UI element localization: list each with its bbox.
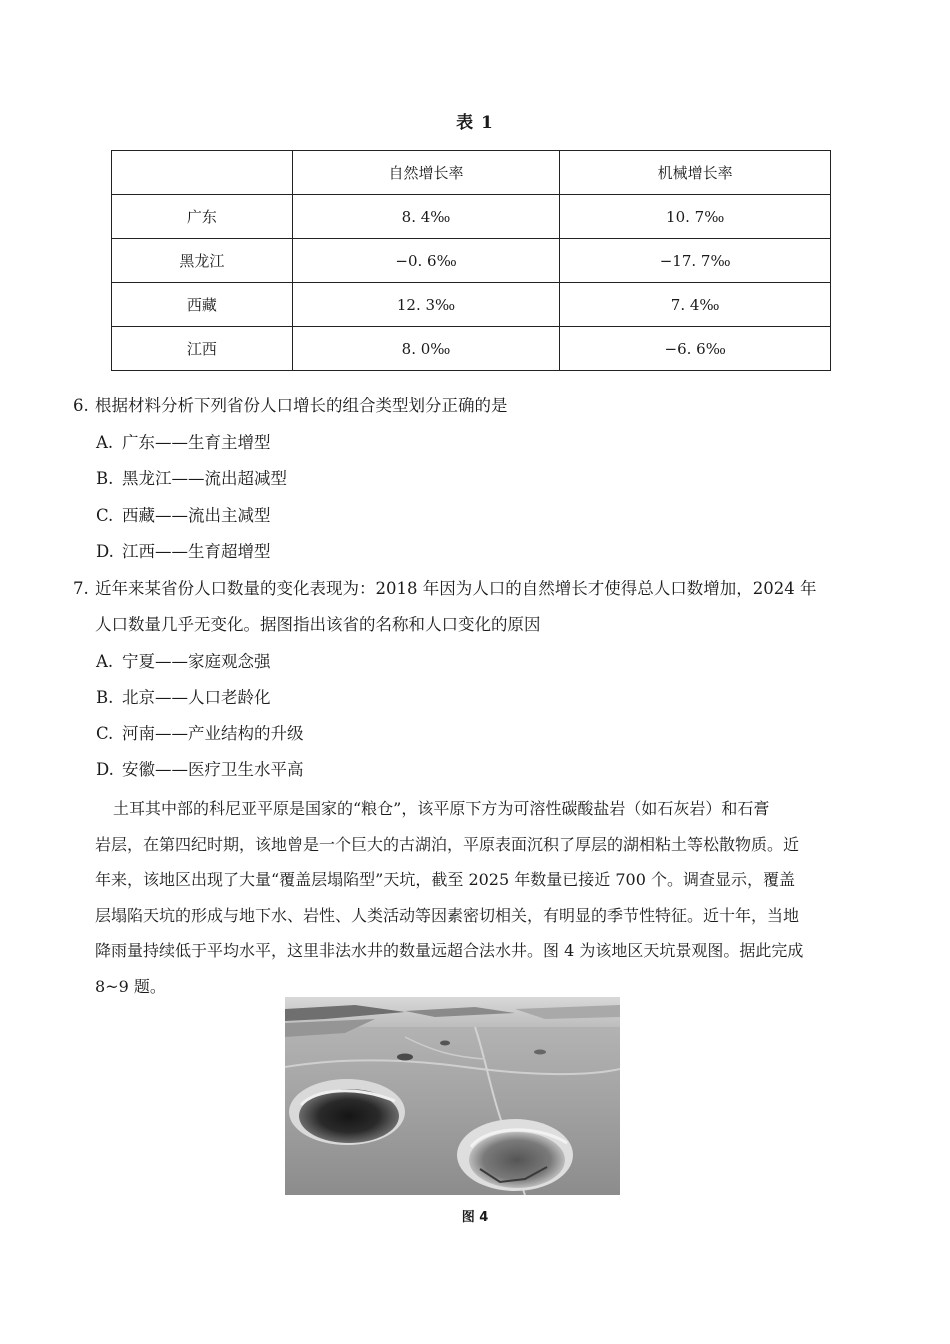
question-7-stem-continued: 人口数量几乎无变化。据图指出该省的名称和人口变化的原因 — [95, 615, 541, 634]
question-text: 根据材料分析下列省份人口增长的组合类型划分正确的是 — [95, 396, 508, 415]
option-letter: C. — [96, 506, 114, 525]
table-row — [112, 283, 831, 327]
growth-rate-table — [111, 150, 831, 371]
table-row — [112, 239, 831, 283]
reading-passage — [95, 791, 867, 1004]
option-text: 广东——生育主增型 — [122, 433, 271, 452]
option-text: 西藏——流出主减型 — [122, 506, 271, 525]
option-text: 安徽——医疗卫生水平高 — [122, 760, 304, 779]
province-cell: 江西 — [112, 327, 293, 371]
passage-line: 岩层，在第四纪时期，该地曾是一个巨大的古湖泊，平原表面沉积了厚层的湖相粘土等松散物质。近 — [95, 834, 800, 854]
passage-line: 年来，该地区出现了大量“覆盖层塌陷型”天坑，截至 2025 年数量已接近 700 个。调查显示，覆盖 — [95, 870, 795, 889]
table-row — [112, 195, 831, 239]
header-empty — [112, 151, 293, 195]
question-7-option-d[interactable] — [96, 758, 304, 782]
table-row — [112, 327, 831, 371]
question-7-option-c[interactable] — [96, 722, 304, 746]
figure-caption: 图 4 — [461, 1210, 489, 1225]
province-cell: 广东 — [112, 195, 293, 239]
option-letter: B. — [96, 469, 114, 488]
passage-line: 8~9 题。 — [95, 976, 166, 996]
natural-cell: 8. 0‰ — [292, 327, 560, 371]
header-mechanical-growth: 机械增长率 — [560, 151, 831, 195]
sinkhole-photo-image — [285, 997, 620, 1195]
option-letter: D. — [96, 542, 114, 561]
option-letter: A. — [96, 433, 114, 452]
table-header-row — [112, 151, 831, 195]
question-number: 7. — [73, 579, 89, 598]
option-letter: D. — [96, 760, 114, 779]
option-letter: B. — [96, 688, 114, 707]
question-6-option-b[interactable] — [96, 467, 287, 491]
question-6-option-c[interactable] — [96, 504, 271, 528]
natural-cell: −0. 6‰ — [292, 239, 560, 283]
question-7-option-a[interactable] — [96, 650, 271, 674]
question-7-option-b[interactable] — [96, 686, 271, 710]
mechanical-cell: −17. 7‰ — [560, 239, 831, 283]
header-natural-growth: 自然增长率 — [292, 151, 560, 195]
table-caption: 表 1 — [456, 113, 494, 133]
option-text: 北京——人口老龄化 — [122, 688, 271, 707]
option-text: 黑龙江——流出超减型 — [122, 469, 287, 488]
province-cell: 西藏 — [112, 283, 293, 327]
option-letter: C. — [96, 724, 114, 743]
option-text: 江西——生育超增型 — [122, 542, 271, 561]
question-6-option-a[interactable] — [96, 431, 271, 455]
question-7-stem — [73, 577, 873, 601]
passage-line: 降雨量持续低于平均水平，这里非法水井的数量远超合法水井。图 4 为该地区天坑景观图。据此完成 — [95, 941, 804, 960]
sinkhole-landscape-photo — [285, 997, 620, 1195]
passage-line: 土耳其中部的科尼亚平原是国家的“粮仓”，该平原下方为可溶性碳酸盐岩（如石灰岩）和石膏 — [113, 799, 770, 818]
question-text: 近年来某省份人口数量的变化表现为：2018 年因为人口的自然增长才使得总人口数增加，2024 年 — [95, 579, 817, 598]
mechanical-cell: 10. 7‰ — [560, 195, 831, 239]
option-letter: A. — [96, 652, 114, 671]
option-text: 宁夏——家庭观念强 — [122, 652, 271, 671]
natural-cell: 12. 3‰ — [292, 283, 560, 327]
question-number: 6. — [73, 396, 89, 415]
question-6-stem — [73, 394, 873, 418]
province-cell: 黑龙江 — [112, 239, 293, 283]
question-6-option-d[interactable] — [96, 540, 271, 564]
passage-line: 层塌陷天坑的形成与地下水、岩性、人类活动等因素密切相关，有明显的季节性特征。近十年，当地 — [95, 905, 800, 925]
mechanical-cell: −6. 6‰ — [560, 327, 831, 371]
natural-cell: 8. 4‰ — [292, 195, 560, 239]
option-text: 河南——产业结构的升级 — [122, 724, 304, 743]
mechanical-cell: 7. 4‰ — [560, 283, 831, 327]
